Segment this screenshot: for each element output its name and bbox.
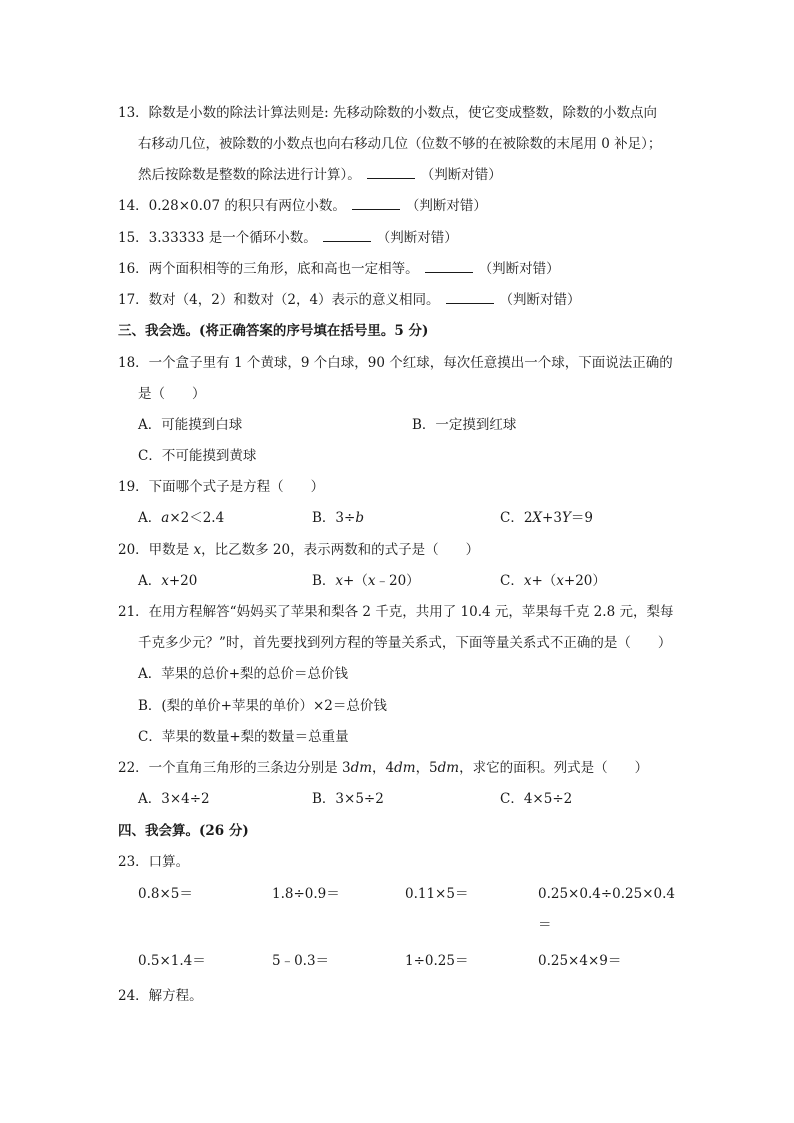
q21-option-a[interactable]: A．苹果的总价+梨的总价＝总价钱 [138,666,349,682]
answer-blank[interactable] [323,229,371,242]
q21-line1: 21．在用方程解答“妈妈买了苹果和梨各 2 千克，共用了 10.4 元，苹果每千克 2.8 元，梨每 [118,604,674,620]
mental-math-item: 0.5×1.4＝ [138,953,206,969]
answer-blank[interactable] [425,260,473,273]
mental-math-item: 0.11×5＝ [405,886,469,902]
answer-blank[interactable] [352,197,400,210]
q19-option-c[interactable]: C．2X+3Y＝9 [500,510,593,526]
mental-math-item: 1.8÷0.9＝ [272,886,340,902]
q18-line1: 18．一个盒子里有 1 个黄球，9 个白球，90 个红球，每次任意摸出一个球，下面说法正确的 [118,355,673,371]
q14-text: 14．0.28×0.07 的积只有两位小数。 [118,198,346,214]
q21-option-b[interactable]: B．(梨的单价+苹果的单价）×2＝总价钱 [138,698,387,714]
q19-option-a[interactable]: A．a×2＜2.4 [138,510,225,526]
answer-blank[interactable] [446,291,494,304]
q18-option-c[interactable]: C．不可能摸到黄球 [138,448,257,464]
q17 [118,291,581,309]
mental-math-equals: ＝ [538,917,552,933]
q14 [118,197,487,215]
mental-math-item: 0.25×0.4÷0.25×0.4 [538,886,675,902]
q13-line2: 右移动几位，被除数的小数点也向右移动几位（位数不够的在被除数的末尾用 0 补足）； [138,136,662,152]
q18-line2: 是（ ） [138,386,206,402]
q18-option-b[interactable]: B．一定摸到红球 [412,417,517,433]
section-3-heading: 三、我会选。(将正确答案的序号填在括号里。5 分) [118,323,429,339]
q13-text: 然后按除数是整数的除法进行计算）。 [138,167,361,183]
q21-line2: 千克多少元？”时，首先要找到列方程的等量关系式，下面等量关系式不正确的是（ ） [138,635,672,651]
mental-math-item: 0.8×5＝ [138,886,193,902]
mental-math-item: 1÷0.25＝ [405,953,469,969]
q20-option-b[interactable]: B．x+（x﹣20） [312,573,420,589]
q22-stem: 22．一个直角三角形的三条边分别是 3dm，4dm，5dm，求它的面积。列式是（ ） [118,760,649,776]
judge-label: （判断对错） [478,261,560,277]
q22-option-a[interactable]: A．3×4÷2 [138,791,210,807]
q20-option-c[interactable]: C．x+（x+20） [500,573,606,589]
q21-option-c[interactable]: C．苹果的数量+梨的数量＝总重量 [138,729,349,745]
judge-label: （判断对错） [405,198,487,214]
q22-option-c[interactable]: C．4×5÷2 [500,791,573,807]
q17-text: 17．数对（4，2）和数对（2，4）表示的意义相同。 [118,292,440,308]
q16-text: 16．两个面积相等的三角形，底和高也一定相等。 [118,261,419,277]
q15 [118,229,458,247]
section-4-heading: 四、我会算。(26 分) [118,823,249,839]
mental-math-item: 5﹣0.3＝ [272,953,330,969]
q23-stem: 23．口算。 [118,854,190,870]
answer-blank[interactable] [367,166,415,179]
q20-stem: 20．甲数是 x，比乙数多 20，表示两数和的式子是（ ） [118,542,480,558]
q13-line3 [138,166,502,184]
judge-label: （判断对错） [376,230,458,246]
mental-math-item: 0.25×4×9＝ [538,953,622,969]
q13-line1: 13．除数是小数的除法计算法则是: 先移动除数的小数点，使它变成整数，除数的小数点向 [118,105,658,121]
judge-label: （判断对错） [420,167,502,183]
q24-stem: 24．解方程。 [118,988,203,1004]
q20-option-a[interactable]: A．x+20 [138,573,198,589]
q18-option-a[interactable]: A．可能摸到白球 [138,417,243,433]
q19-stem: 19．下面哪个式子是方程（ ） [118,479,325,495]
q16 [118,260,560,278]
judge-label: （判断对错） [499,292,581,308]
q19-option-b[interactable]: B．3÷b [312,510,364,526]
q22-option-b[interactable]: B．3×5÷2 [312,791,384,807]
q15-text: 15．3.33333 是一个循环小数。 [118,230,317,246]
